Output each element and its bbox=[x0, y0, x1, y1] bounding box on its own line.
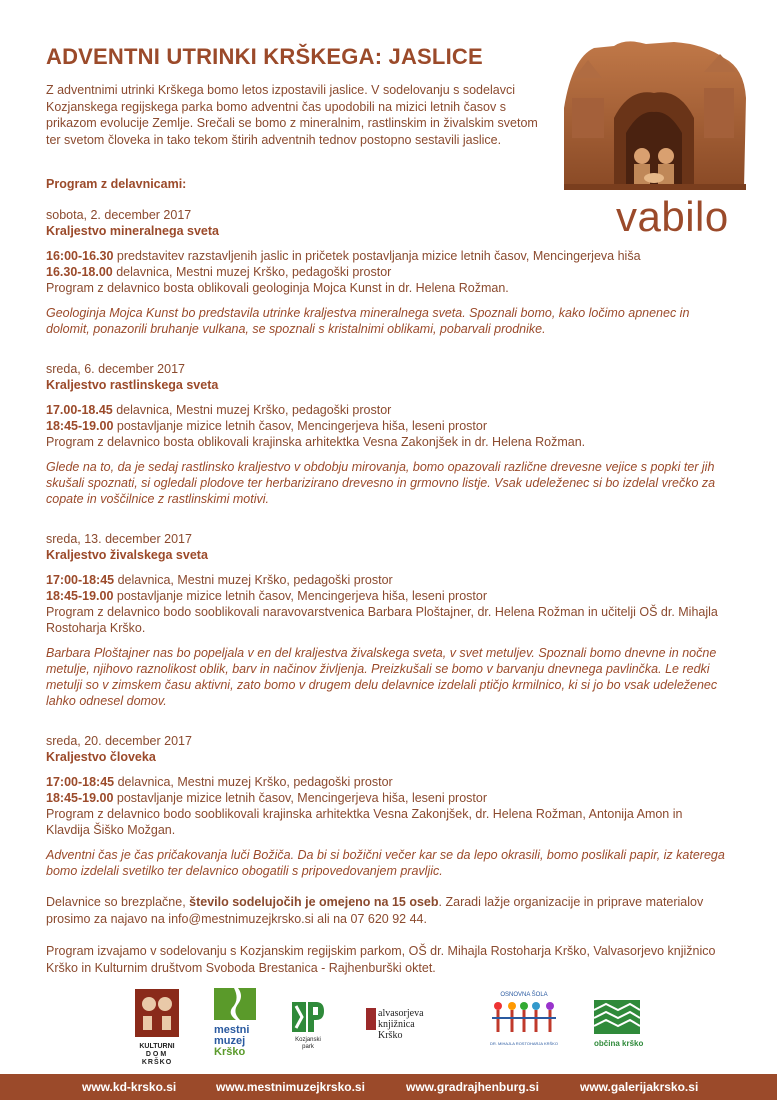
event-date: sobota, 2. december 2017 bbox=[46, 208, 192, 222]
obcina-krsko-logo: občina krško bbox=[594, 1000, 646, 1056]
mestni-muzej-logo: mestni muzej Krško bbox=[214, 988, 260, 1068]
event-title: Kraljestvo živalskega sveta bbox=[46, 548, 208, 562]
event-section-1 bbox=[46, 207, 726, 337]
page-title: ADVENTNI UTRINKI KRŠKEGA: JASLICE bbox=[46, 44, 483, 69]
osnovna-sola-icon bbox=[488, 998, 560, 1036]
schedule-row: 16.30-18.00 delavnica, Mestni muzej Krško, pedagoški prostor bbox=[46, 265, 392, 279]
event-title: Kraljestvo mineralnega sveta bbox=[46, 224, 219, 238]
event-organizers: Program z delavnico bosta oblikovali geologinja Mojca Kunst in dr. Helena Rožman. bbox=[46, 281, 509, 295]
kulturni-dom-icon bbox=[134, 988, 180, 1038]
osnovna-sola-logo: OSNOVNA ŠOLA DR. MIHAJLA ROSTOHARJA KRŠKO bbox=[488, 992, 560, 1058]
schedule-row: 17:00-18:45 delavnica, Mestni muzej Krško, pedagoški prostor bbox=[46, 573, 393, 587]
event-date: sreda, 6. december 2017 bbox=[46, 362, 185, 376]
event-organizers: Program z delavnico bosta oblikovali krajinska arhitektka Vesna Zakonjšek in dr. Helena Rožman. bbox=[46, 435, 586, 449]
footer-notes bbox=[46, 894, 736, 976]
event-description: Adventni čas je čas pričakovanja luči Božiča. Da bi si božični večer kar se da lepo okrasili, bomo poslikali papir, iz katerega bomo izdelali svetilko ter delavnico obogatili s pripovedovanjem pravljic. bbox=[46, 848, 725, 878]
event-section-4 bbox=[46, 733, 726, 879]
event-description: Geologinja Mojca Kunst bo predstavila utrinke kraljestva mineralnega sveta. Spoznali bomo, kako ločimo apnenec in dolomit, ponazorili bruhanje vulkana, se spoznali s kristalnimi oblikami, pobarvali prodnike. bbox=[46, 306, 690, 336]
intro-paragraph: Z adventnimi utrinki Krškega bomo letos izpostavili jaslice. V sodelovanju s sodelavci Kozjanskega regijskega parka bomo adventni čas upodobili na mizici letnih časov s prikazom evolucije Zemlje. Srečali se bomo z mineralnim, rastlinskim in živalskim svetom ter svetom človeka in tako tekom štirih adventnih tednov postopno sestavili jaslice. bbox=[46, 83, 538, 147]
schedule-row: 18:45-19.00 postavljanje mizice letnih časov, Mencingerjeva hiša, leseni prostor bbox=[46, 419, 487, 433]
footer-links-bar bbox=[0, 1074, 777, 1100]
schedule-row: 17:00-18:45 delavnica, Mestni muzej Krško, pedagoški prostor bbox=[46, 775, 393, 789]
valvasorjeva-knjiznica-logo: alvasorjeva knjižnica Krško bbox=[366, 1008, 456, 1058]
invitation-label: vabilo bbox=[616, 193, 729, 240]
link-grad-rajhenburg[interactable]: www.gradrajhenburg.si bbox=[406, 1080, 539, 1094]
registration-note: Delavnice so brezplačne, število sodelujočih je omejeno na 15 oseb. Zaradi lažje organizacije in priprave materialov prosimo za najavo na info@mestnimuzejkrsko.si ali na 07 620 92 44. bbox=[46, 895, 704, 926]
event-description: Glede na to, da je sedaj rastlinsko kraljestvo v obdobju mirovanja, bomo opazovali različne drevesne vejice s popki ter jih skušali spoznati, si ogledali plodove ter herbarizirano drevesno in grmovno listje. Vsak udeleženec si bo izdelal vrečko za copate in voščilnice z rastlinskimi motivi. bbox=[46, 460, 716, 506]
event-organizers: Program z delavnico bodo sooblikovali naravovarstvenica Barbara Ploštajner, dr. Helena Rožman in učitelji OŠ dr. Mihajla Rostoharja Krško. bbox=[46, 605, 718, 635]
obcina-krsko-icon bbox=[594, 1000, 640, 1034]
schedule-row: 18:45-19.00 postavljanje mizice letnih časov, Mencingerjeva hiša, leseni prostor bbox=[46, 791, 487, 805]
partner-logos bbox=[0, 986, 777, 1070]
link-galerija-krsko[interactable]: www.galerijakrsko.si bbox=[580, 1080, 699, 1094]
event-section-3 bbox=[46, 531, 726, 709]
kozjanski-park-logo: Kozjanski park bbox=[292, 1002, 332, 1062]
event-date: sreda, 13. december 2017 bbox=[46, 532, 192, 546]
link-kd-krsko[interactable]: www.kd-krsko.si bbox=[82, 1080, 177, 1094]
schedule-row: 18:45-19.00 postavljanje mizice letnih časov, Mencingerjeva hiša, leseni prostor bbox=[46, 589, 487, 603]
event-title: Kraljestvo človeka bbox=[46, 750, 156, 764]
partners-note: Program izvajamo v sodelovanju s Kozjanskim regijskim parkom, OŠ dr. Mihajla Rostoharja Krško, Valvasorjevo knjižnico Krško in Kulturnim društvom Svoboda Brestanica - Rajhenburški oktet. bbox=[46, 944, 716, 975]
kulturni-dom-logo: KULTURNI DOM KRŠKO bbox=[134, 988, 180, 1068]
event-organizers: Program z delavnico bodo sooblikovali krajinska arhitektka Vesna Zakonjšek, dr. Helena Rožman, Antonija Amon in Klavdija Šiško Možgan. bbox=[46, 807, 683, 837]
event-section-2 bbox=[46, 361, 726, 507]
schedule-row: 16:00-16.30 predstavitev razstavljenih jaslic in pričetek postavljanja mizice letnih časov, Mencingerjeva hiša bbox=[46, 249, 641, 263]
kozjanski-park-icon bbox=[292, 1002, 324, 1032]
event-date: sreda, 20. december 2017 bbox=[46, 734, 192, 748]
event-title: Kraljestvo rastlinskega sveta bbox=[46, 378, 219, 392]
program-heading: Program z delavnicami: bbox=[46, 177, 187, 191]
valvasorjeva-icon bbox=[366, 1008, 376, 1030]
event-description: Barbara Ploštajner nas bo popeljala v en del kraljestva živalskega sveta, v svet metuljev. Spoznali bomo dnevne in nočne metulje, njihovo raznolikost oblik, barv in načinov življenja. Preizkušali se bomo v barvanju dnevnega pavlinčka. Le redki metulji so v zimskem času aktivni, zato bomo v drugem delu delavnice izdelali ptičjo krmilnico, ki si jo bo vsak udeleženec lahko odnesel domov. bbox=[46, 646, 718, 708]
link-mestni-muzej[interactable]: www.mestnimuzejkrsko.si bbox=[216, 1080, 365, 1094]
nativity-crib-image bbox=[554, 38, 750, 198]
mestni-muzej-icon bbox=[214, 988, 256, 1020]
schedule-row: 17.00-18.45 delavnica, Mestni muzej Krško, pedagoški prostor bbox=[46, 403, 392, 417]
